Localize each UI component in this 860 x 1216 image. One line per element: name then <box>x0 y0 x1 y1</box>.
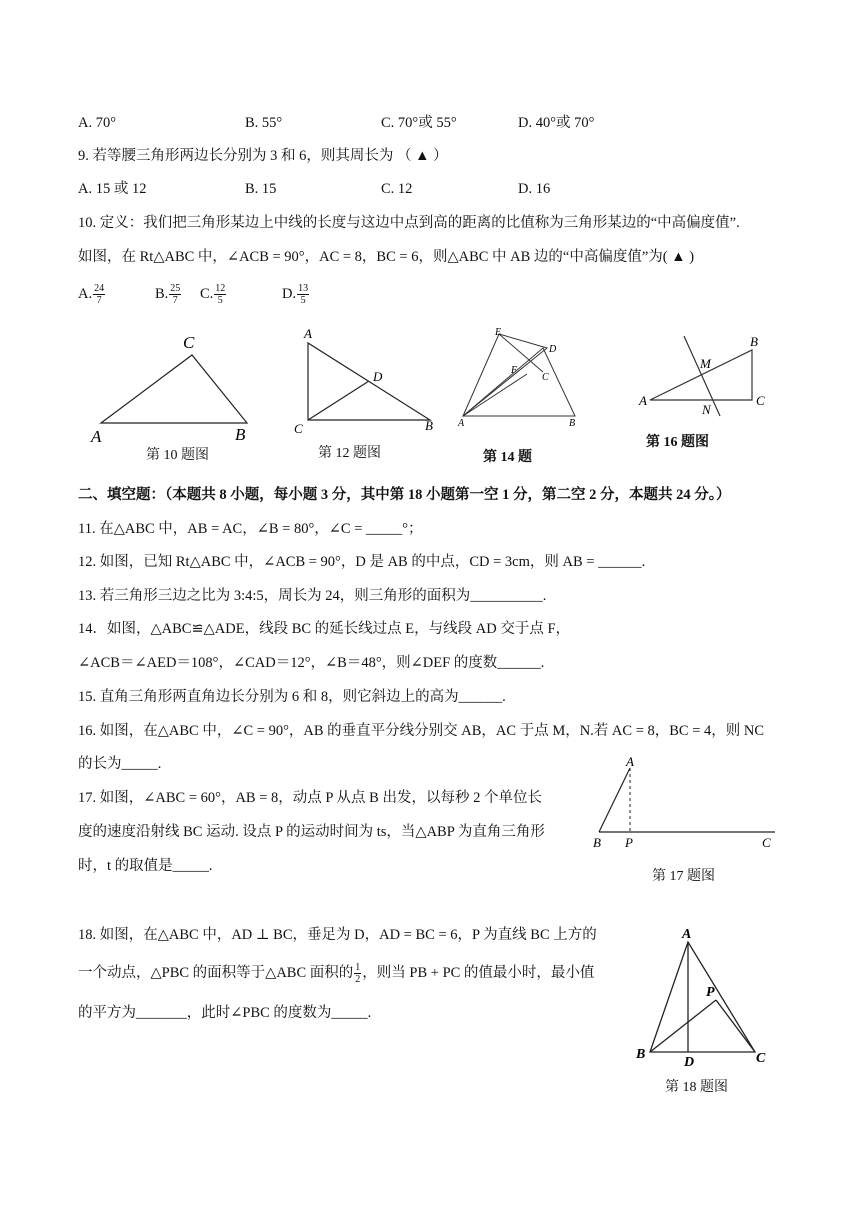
q18-line2-start: 一个动点，△PBC 的面积等于△ABC 面积的 <box>78 964 354 981</box>
q16-line1: 16. 如图，在△ABC 中，∠C = 90°，AB 的垂直平分线分别交 AB，AC 于点 M，N.若 AC = 8，BC = 4，则 NC <box>78 723 765 739</box>
q16-line2: 的长为_____. <box>78 756 162 772</box>
fig12-label-a: A <box>304 326 312 341</box>
q9-option-c: C. 12 <box>381 181 413 197</box>
fig18-label-b: B <box>636 1047 646 1062</box>
q10-option-a-fraction <box>93 283 105 306</box>
section2-heading: 二、填空题：（本题共 8 小题，每小题 3 分，其中第 18 小题第一空 1 分，第二空 2 分，本题共 24 分。） <box>78 487 731 503</box>
q10-option-b-label: B. <box>155 285 169 302</box>
q8-option-a: A. 70° <box>78 115 117 131</box>
q18-half-fraction <box>354 962 361 985</box>
q10-option-b-fraction <box>169 283 181 306</box>
fig16-label-n: N <box>702 402 711 417</box>
q10-a-denominator: 7 <box>96 295 102 306</box>
q10-b-numerator: 25 <box>170 283 181 294</box>
fig14-triangles <box>455 326 585 436</box>
q18-line2-end: ，则当 PB + PC 的值最小时，最小值 <box>362 964 595 981</box>
q18-line3: 的平方为_______，此时∠PBC 的度数为_____. <box>78 1005 372 1021</box>
q10-c-numerator: 12 <box>215 283 226 294</box>
fig17-label-c: C <box>762 835 771 850</box>
fig16-caption: 第 16 题图 <box>646 435 709 450</box>
q12-text: 12. 如图，已知 Rt△ABC 中，∠ACB = 90°，D 是 AB 的中点，CD = 3cm，则 AB = ______. <box>78 554 646 570</box>
fig16-label-b: B <box>750 334 758 349</box>
fig14-label-d: D <box>549 344 557 355</box>
q14-line1: 14．如图，△ABC≌△ADE，线段 BC 的延长线过点 E，与线段 AD 交于点 F， <box>78 621 571 637</box>
fig18-caption: 第 18 题图 <box>665 1080 728 1095</box>
q10-line2: 如图，在 Rt△ABC 中，∠ACB = 90°，AC = 8，BC = 6，则△ABC 中 AB 边的“中高偏度值”为( ▲ ) <box>78 249 695 265</box>
q17-line3: 时，t 的取值是_____. <box>78 858 213 874</box>
q9-option-d: D. 16 <box>518 181 551 197</box>
fig10-label-c: C <box>183 333 195 352</box>
fig14-label-a: A <box>458 418 465 429</box>
q10-a-numerator: 24 <box>94 283 105 294</box>
q10-option-a-label: A. <box>78 285 93 302</box>
fig16-triangle <box>638 332 778 427</box>
fig17-label-p: P <box>625 835 633 850</box>
fig12-triangle <box>290 325 440 440</box>
q10-option-c-fraction <box>214 283 226 306</box>
fig18-triangle <box>630 920 775 1070</box>
fig17-label-a: A <box>626 754 634 769</box>
q18-half-denominator: 2 <box>355 974 361 985</box>
fig14-label-b: B <box>569 418 576 429</box>
fig17-angle <box>585 752 780 852</box>
q18-line1: 18. 如图，在△ABC 中，AD ⊥ BC，垂足为 D，AD = BC = 6，P 为直线 BC 上方的 <box>78 927 597 943</box>
fig18-label-a: A <box>682 927 692 942</box>
q15-text: 15. 直角三角形两直角边长分别为 6 和 8，则它斜边上的高为______. <box>78 689 506 705</box>
fig17-label-b: B <box>593 835 601 850</box>
q8-option-d: D. 40°或 70° <box>518 115 595 131</box>
q10-option-d-label: D. <box>282 285 297 302</box>
fig17-caption: 第 17 题图 <box>652 869 715 884</box>
q18-half-numerator: 1 <box>355 962 361 973</box>
fig10-caption: 第 10 题图 <box>146 448 209 463</box>
q9-stem: 9. 若等腰三角形两边长分别为 3 和 6，则其周长为 （ ▲ ） <box>78 148 448 164</box>
q10-d-numerator: 13 <box>298 283 309 294</box>
q10-option-d <box>282 283 310 306</box>
q17-line1: 17. 如图，∠ABC = 60°，AB = 8，动点 P 从点 B 出发，以每秒 2 个单位长 <box>78 790 542 806</box>
fig18-label-d: D <box>684 1055 695 1070</box>
q10-option-b <box>155 283 182 306</box>
q10-line1: 10. 定义：我们把三角形某边上中线的长度与这边中点到高的距离的比值称为三角形某边的“中高偏度值”. <box>78 215 740 231</box>
q8-option-c: C. 70°或 55° <box>381 115 457 131</box>
fig18-label-c: C <box>756 1051 766 1066</box>
fig10-triangle <box>85 330 260 445</box>
fig10-label-b: B <box>235 425 246 444</box>
q9-option-a: A. 15 或 12 <box>78 181 147 197</box>
q9-option-b: B. 15 <box>245 181 277 197</box>
fig14-label-c: C <box>542 372 549 383</box>
fig16-label-m: M <box>700 356 711 371</box>
q17-line2: 度的速度沿射线 BC 运动. 设点 P 的运动时间为 ts，当△ABP 为直角三角形 <box>78 824 545 840</box>
fig14-caption: 第 14 题 <box>483 450 532 465</box>
q10-c-denominator: 5 <box>217 295 223 306</box>
q10-option-c-label: C. <box>200 285 214 302</box>
q10-option-a <box>78 283 106 306</box>
fig16-label-c: C <box>756 393 765 408</box>
q10-option-d-fraction <box>297 283 309 306</box>
fig14-label-e: E <box>495 327 502 338</box>
fig16-label-a: A <box>639 393 647 408</box>
fig12-label-b: B <box>425 418 433 433</box>
fig10-label-a: A <box>91 427 102 445</box>
fig18-label-p: P <box>706 985 715 1000</box>
q8-option-b: B. 55° <box>245 115 283 131</box>
q11-text: 11. 在△ABC 中，AB = AC，∠B = 80°，∠C = _____°； <box>78 521 423 537</box>
q10-b-denominator: 7 <box>172 295 178 306</box>
fig12-label-c: C <box>294 421 303 436</box>
q18-line2 <box>78 962 594 985</box>
q14-line2: ∠ACB＝∠AED＝108°，∠CAD＝12°，∠B＝48°，则∠DEF 的度数______. <box>78 655 545 671</box>
q10-option-c <box>200 283 227 306</box>
fig12-caption: 第 12 题图 <box>318 446 381 461</box>
q13-text: 13. 若三角形三边之比为 3:4:5，周长为 24，则三角形的面积为__________. <box>78 588 547 604</box>
fig14-label-f: F <box>511 365 518 376</box>
q10-d-denominator: 5 <box>300 295 306 306</box>
fig12-label-d: D <box>373 369 383 384</box>
